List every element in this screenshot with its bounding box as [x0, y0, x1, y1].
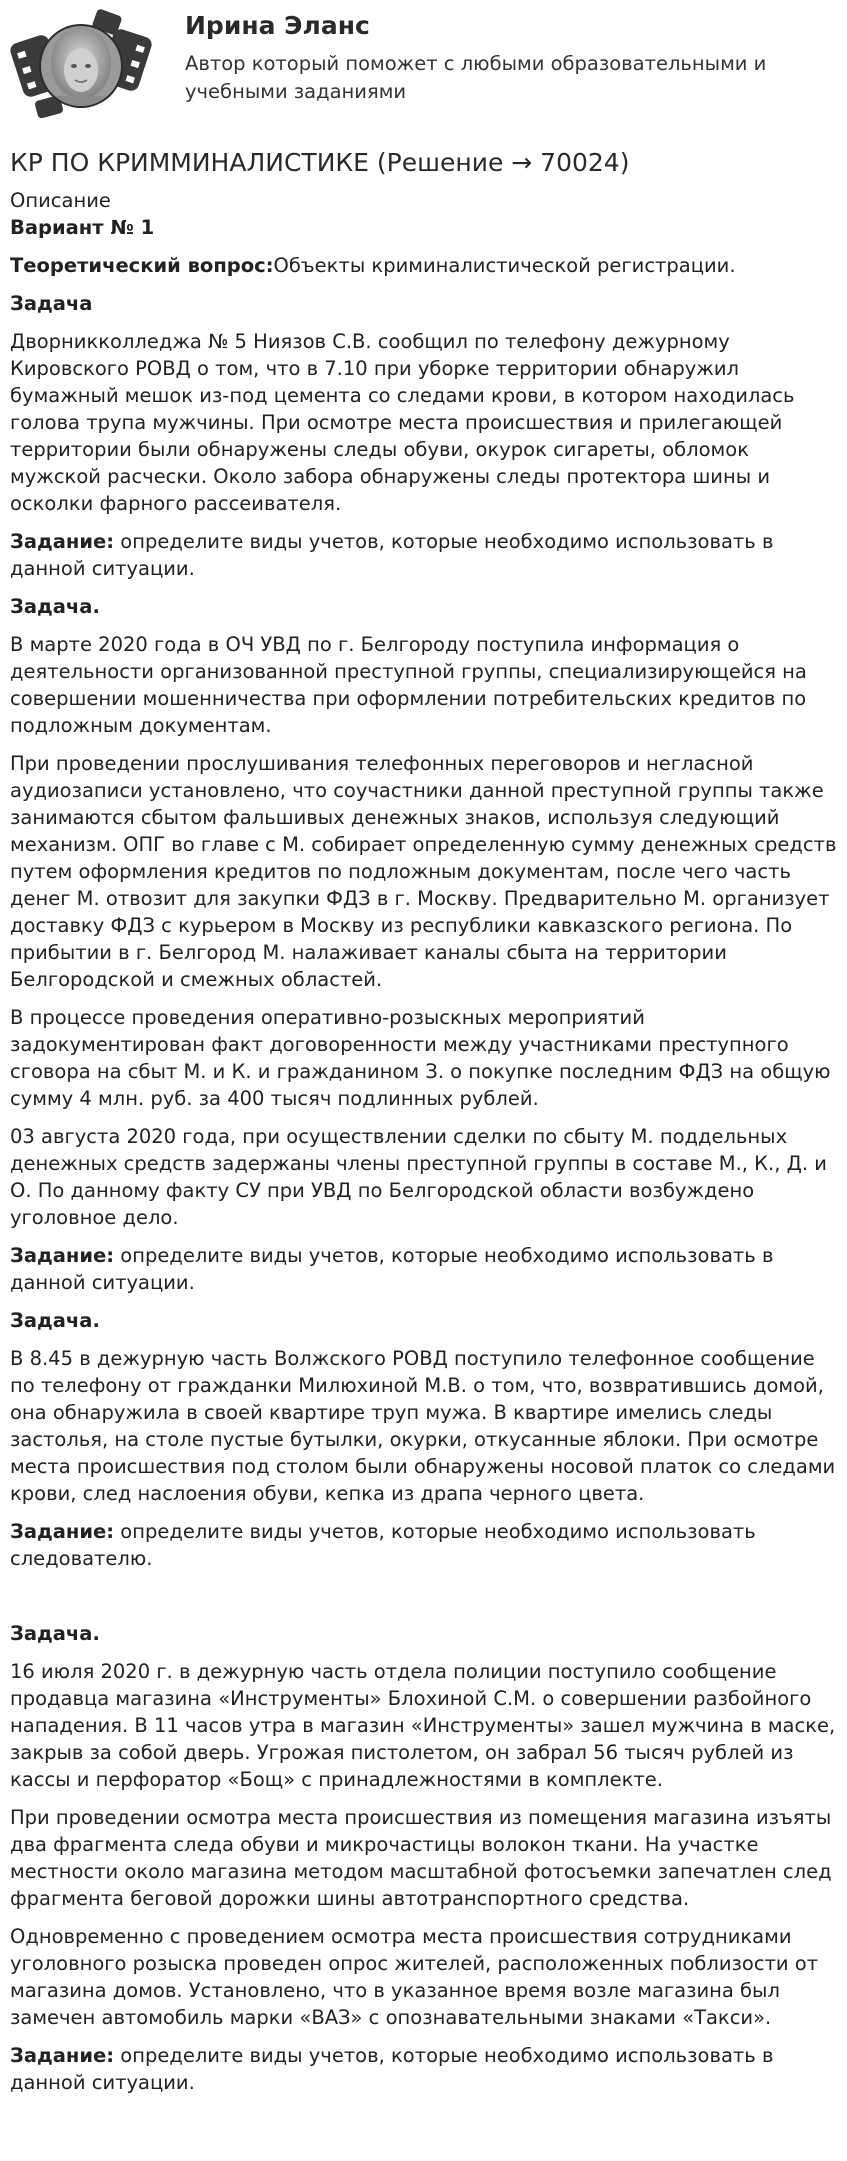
assignment-label: Задание:	[10, 1244, 115, 1267]
task-4-paragraph: При проведении осмотра места происшествия из помещения магазина изъяты два фрагмента следа обуви и микрочастицы волокон ткани. На участке местности около магазина методом масштабной фотосъемки запечатлен след фрагмента беговой дорожки шины автотранспортного средства.	[10, 1806, 832, 1910]
assignment-label: Задание:	[10, 1520, 115, 1543]
task-heading: Задача.	[10, 595, 100, 618]
task-2-paragraph: В марте 2020 года в ОЧ УВД по г. Белгороду поступила информация о деятельности организованной преступной группы, специализирующейся на совершении мошенничества при оформлении потребительских кредитов по подложным документам.	[10, 633, 807, 737]
author-avatar-icon	[6, 8, 156, 120]
assignment-text: определите виды учетов, которые необходимо использовать в данной ситуации.	[10, 2044, 774, 2094]
task-4-paragraph: Одновременно с проведением осмотра места происшествия сотрудниками уголовного розыска проведен опрос жителей, расположенных поблизости от магазина домов. Установлено, что в указанное время возле магазина был замечен автомобиль марки «ВАЗ» с опознавательными знаками «Такси».	[10, 1925, 819, 2029]
page-title: КР ПО КРИММИНАЛИСТИКЕ (Решение → 70024)	[10, 148, 630, 177]
assignment-label: Задание:	[10, 2044, 115, 2067]
task-heading: Задача	[10, 292, 93, 315]
task-1-text: Дворникколледжа № 5 Ниязов С.В. сообщил по телефону дежурному Кировского РОВД о том, что в 7.10 при уборке территории обнаружил бумажный мешок из-под цемента со следами крови, в котором находилась голова трупа мужчины. При осмотре места происшествия и прилегающей территории были обнаружены следы обуви, окурок сигареты, обломок мужской расчески. Около забора обнаружены следы протектора шины и осколки фарного рассеивателя.	[10, 330, 795, 515]
author-description: Автор который поможет с любыми образовательными и учебными заданиями	[185, 52, 767, 103]
task-heading: Задача.	[10, 1309, 100, 1332]
assignment-1	[10, 528, 837, 582]
assignment-text: определите виды учетов, которые необходимо использовать в данной ситуации.	[10, 1244, 774, 1294]
theory-text: Объекты криминалистической регистрации.	[273, 254, 736, 277]
assignment-4	[10, 2042, 837, 2096]
assignment-text: определите виды учетов, которые необходимо использовать в данной ситуации.	[10, 530, 774, 580]
theory-question	[10, 252, 837, 279]
theory-label: Теоретический вопрос:	[10, 254, 274, 277]
assignment-3	[10, 1518, 837, 1572]
assignment-2	[10, 1242, 837, 1296]
task-2-paragraph: При проведении прослушивания телефонных переговоров и негласной аудиозаписи установлено, что соучастники данной преступной группы также занимаются сбытом фальшивых денежных знаков, используя следующий механизм. ОПГ во главе с М. собирает определенную сумму денежных средств путем оформления кредитов по подложным документам, после чего часть денег М. отвозит для закупки ФДЗ в г. Москву. Предварительно М. организует доставку ФДЗ с курьером в Москву из республики кавказского региона. По прибытии в г. Белгород М. налаживает каналы сбыта на территории Белгородской и смежных областей.	[10, 752, 837, 991]
description-label: Описание	[10, 189, 111, 212]
task-2-paragraph: 03 августа 2020 года, при осуществлении сделки по сбыту М. поддельных денежных средств задержаны члены преступной группы в составе М., К., Д. и О. По данному факту СУ при УВД по Белгородской области возбуждено уголовное дело.	[10, 1125, 827, 1229]
author-name: Ирина Эланс	[185, 11, 370, 40]
assignment-text: определите виды учетов, которые необходимо использовать следователю.	[10, 1520, 756, 1570]
variant-heading: Вариант № 1	[10, 216, 155, 239]
task-heading: Задача.	[10, 1622, 100, 1645]
document-body	[10, 187, 837, 2107]
task-4-paragraph: 16 июля 2020 г. в дежурную часть отдела полиции поступило сообщение продавца магазина «Инструменты» Блохиной С.М. о совершении разбойного нападения. В 11 часов утра в магазин «Инструменты» зашел мужчина в маске, закрыв за собой дверь. Угрожая пистолетом, он забрал 56 тысяч рублей из кассы и перфоратор «Бощ» с принадлежностями в комплекте.	[10, 1660, 836, 1791]
author-card	[0, 0, 847, 125]
task-2-paragraph: В процессе проведения оперативно-розыскных мероприятий задокументирован факт договоренности между участниками преступного сговора на сбыт М. и К. и гражданином З. о покупке последним ФДЗ на общую сумму 4 млн. руб. за 400 тысяч подлинных рублей.	[10, 1006, 831, 1110]
assignment-label: Задание:	[10, 530, 115, 553]
task-3-text: В 8.45 в дежурную часть Волжского РОВД поступило телефонное сообщение по телефону от гражданки Милюхиной М.В. о том, что, возвратившись домой, она обнаружила в своей квартире труп мужа. В квартире имелись следы застолья, на столе пустые бутылки, окурки, откусанные яблоки. При осмотре места происшествия под столом были обнаружены носовой платок со следами крови, след наслоения обуви, кепка из драпа черного цвета.	[10, 1347, 836, 1505]
spacer	[10, 1583, 837, 1620]
